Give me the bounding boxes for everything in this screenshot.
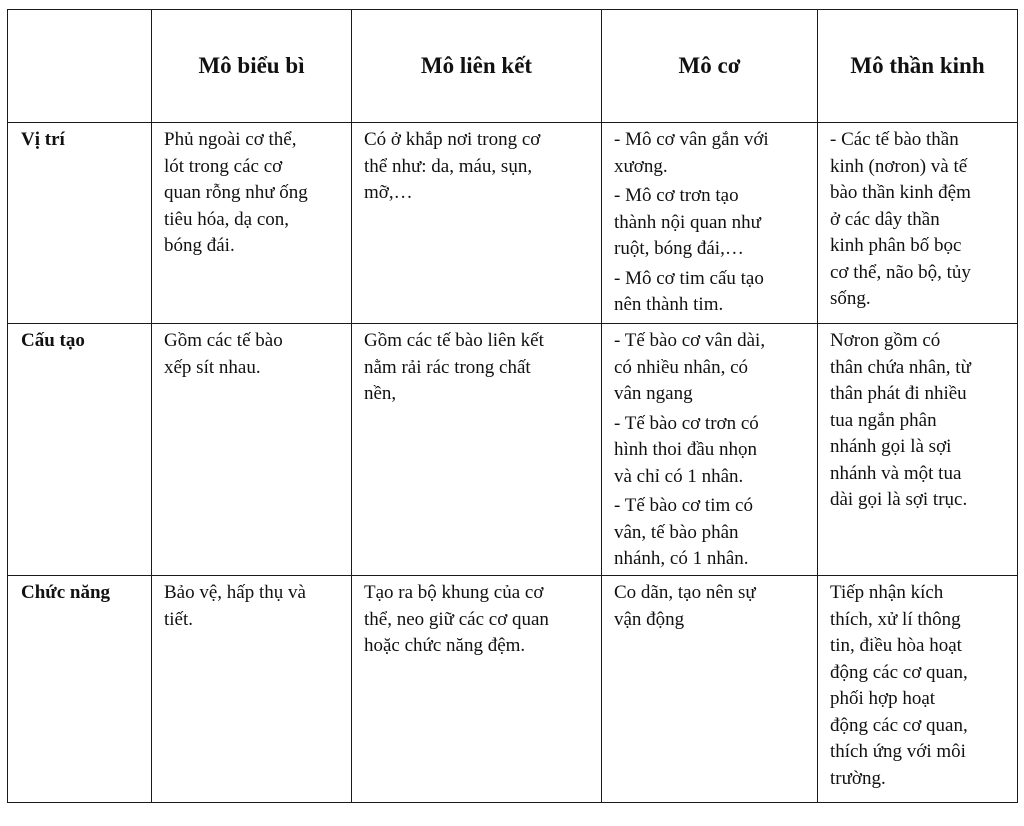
cell-line: Nơron gồm có [830, 330, 941, 351]
cell-line: xếp sít nhau. [164, 356, 261, 378]
cell-function-connective [352, 576, 602, 803]
cell-line: thân chứa nhân, từ [830, 356, 971, 378]
corner-cell [8, 10, 152, 123]
row-structure [8, 324, 1018, 576]
cell-line: sống. [830, 288, 871, 309]
cell-line: Phủ ngoài cơ thể, [164, 129, 297, 150]
cell-line: nhánh gọi là sợi [830, 436, 952, 457]
cell-line: trường. [830, 767, 886, 789]
cell-line: hình thoi đầu nhọn [614, 439, 758, 460]
cell-line: quan rỗng như ống [164, 182, 308, 203]
cell-line: thể như: da, máu, sụn, [364, 155, 533, 177]
cell-line: thích ứng với môi [830, 741, 966, 762]
cell-line: thể, neo giữ các cơ quan [364, 608, 549, 630]
cell-line: - Mô cơ trơn tạo [614, 185, 739, 206]
cell-line: - Mô cơ tim cấu tạo [614, 267, 764, 289]
row-location [8, 123, 1018, 324]
column-header-connective: Mô liên kết [352, 10, 602, 123]
column-header-epithelial: Mô biểu bì [152, 10, 352, 123]
cell-line: - Tế bào cơ vân dài, [614, 330, 766, 351]
cell-line: nhánh và một tua [830, 462, 962, 484]
cell-line: thích, xử lí thông [830, 608, 961, 630]
cell-line: tiết. [164, 608, 194, 630]
cell-line: mỡ,… [364, 182, 413, 203]
bullet-item [614, 493, 805, 573]
row-function [8, 576, 1018, 803]
cell-line: Tạo ra bộ khung của cơ [364, 582, 544, 603]
row-header-location: Vị trí [8, 123, 152, 324]
bullet-item [614, 580, 805, 633]
cell-line: tin, điều hòa hoạt [830, 635, 962, 656]
cell-line: Gồm các tế bào liên kết [364, 330, 544, 351]
cell-line: vân, tế bào phân [614, 521, 739, 543]
bullet-item [614, 127, 805, 180]
row-header-function: Chức năng [8, 576, 152, 803]
cell-line: Tiếp nhận kích [830, 582, 944, 603]
cell-line: dài gọi là sợi trục. [830, 489, 968, 510]
bullet-item [614, 328, 805, 408]
cell-line: ở các dây thần [830, 208, 940, 230]
bullet-item [614, 266, 805, 319]
column-header-nervous: Mô thần kinh [818, 10, 1018, 123]
cell-line: kinh (nơron) và tế [830, 155, 968, 177]
cell-line: vân ngang [614, 383, 693, 404]
cell-line: - Tế bào cơ tim có [614, 495, 753, 516]
cell-line: bào thần kinh đệm [830, 182, 971, 203]
cell-line: - Các tế bào thần [830, 129, 959, 150]
cell-line: phối hợp hoạt [830, 688, 936, 709]
cell-structure-nervous [818, 324, 1018, 576]
cell-line: xương. [614, 155, 668, 177]
cell-line: lót trong các cơ [164, 155, 283, 177]
cell-line: động các cơ quan, [830, 714, 968, 736]
cell-line: Có ở khắp nơi trong cơ [364, 129, 541, 150]
cell-line: vận động [614, 608, 685, 630]
cell-structure-muscle [602, 324, 818, 576]
bullet-item [614, 411, 805, 491]
cell-function-muscle [602, 576, 818, 803]
cell-line: - Mô cơ vân gắn với [614, 129, 769, 150]
cell-line: có nhiều nhân, có [614, 356, 749, 378]
column-header-muscle: Mô cơ [602, 10, 818, 123]
cell-line: cơ thể, não bộ, tủy [830, 261, 971, 283]
cell-line: tiêu hóa, dạ con, [164, 208, 290, 230]
cell-line: hoặc chức năng đệm. [364, 635, 526, 656]
cell-line: tua ngắn phân [830, 409, 937, 431]
cell-line: động các cơ quan, [830, 661, 968, 683]
cell-line: nền, [364, 383, 397, 404]
cell-location-epithelial [152, 123, 352, 324]
cell-line: Gồm các tế bào [164, 330, 283, 351]
cell-structure-connective [352, 324, 602, 576]
cell-line: nằm rải rác trong chất [364, 356, 531, 378]
tissue-comparison-table [7, 9, 1018, 803]
cell-location-muscle [602, 123, 818, 324]
cell-line: Co dãn, tạo nên sự [614, 582, 756, 603]
cell-line: và chỉ có 1 nhân. [614, 465, 744, 487]
cell-line: ruột, bóng đái,… [614, 238, 744, 259]
bullet-item [614, 183, 805, 263]
cell-line: - Tế bào cơ trơn có [614, 412, 759, 434]
header-row [8, 10, 1018, 123]
row-header-structure: Cấu tạo [8, 324, 152, 576]
cell-structure-epithelial [152, 324, 352, 576]
cell-line: nhánh, có 1 nhân. [614, 548, 749, 569]
cell-location-nervous [818, 123, 1018, 324]
cell-line: bóng đái. [164, 235, 235, 256]
cell-line: Bảo vệ, hấp thụ và [164, 582, 306, 603]
cell-line: thân phát đi nhiều [830, 383, 967, 404]
cell-location-connective [352, 123, 602, 324]
cell-function-epithelial [152, 576, 352, 803]
cell-line: thành nội quan như [614, 211, 761, 233]
cell-function-nervous [818, 576, 1018, 803]
cell-line: kinh phân bố bọc [830, 235, 962, 256]
cell-line: nên thành tim. [614, 294, 724, 315]
